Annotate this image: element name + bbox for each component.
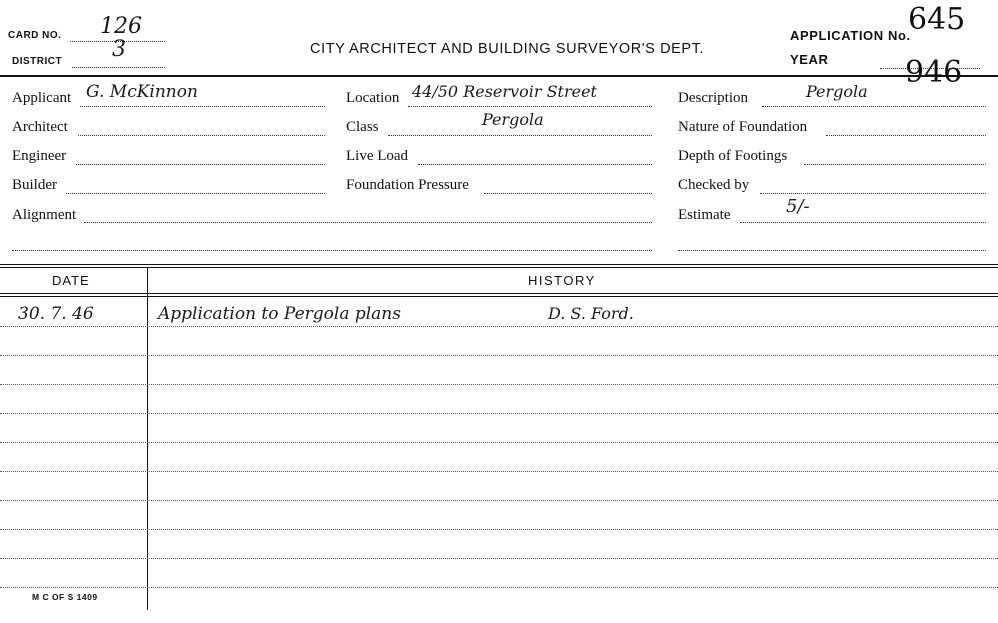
builder-label: Builder [12, 177, 57, 193]
engineer-label: Engineer [12, 148, 67, 164]
location-value: 44/50 Reservoir Street [412, 82, 597, 101]
architect-label: Architect [12, 119, 68, 135]
history-header-divider [0, 293, 998, 294]
description-value: Pergola [806, 82, 868, 101]
description-line [762, 106, 986, 107]
applicant-line [80, 106, 325, 107]
history-top-border [0, 264, 998, 265]
history-rule [0, 442, 998, 443]
class-line [388, 135, 652, 136]
alignment-line [84, 222, 652, 223]
depth-of-footings-line [804, 164, 986, 165]
applicant-value: G. McKinnon [86, 82, 198, 102]
history-rule [0, 587, 998, 588]
live-load-label: Live Load [346, 148, 409, 164]
estimate-line [740, 222, 986, 223]
description-label: Description [678, 90, 748, 106]
history-rule [0, 529, 998, 530]
date-column-header: DATE [52, 273, 90, 288]
estimate-value: 5/- [786, 196, 810, 217]
district-line [72, 67, 165, 68]
live-load-line [418, 164, 652, 165]
engineer-line [76, 164, 325, 165]
history-rule [0, 413, 998, 414]
foundation-pressure-label: Foundation Pressure [346, 177, 469, 193]
district-label: DISTRICT [12, 56, 63, 67]
history-top-border-double [0, 267, 998, 268]
foundation-pressure-line [484, 193, 652, 194]
application-label: APPLICATION No. [790, 28, 911, 43]
history-row-1-entry: Application to Pergola plans [158, 304, 401, 324]
history-rule [0, 558, 998, 559]
district-value: 3 [112, 37, 126, 62]
history-row-1-date: 30. 7. 46 [18, 304, 94, 324]
history-rule [0, 500, 998, 501]
class-value: Pergola [482, 110, 544, 129]
card-no-value: 126 [100, 14, 142, 39]
form-code: M C OF S 1409 [32, 592, 98, 602]
nature-of-foundation-line [826, 135, 986, 136]
architect-line [78, 135, 325, 136]
location-line [408, 106, 652, 107]
class-label: Class [346, 119, 379, 135]
location-label: Location [346, 90, 400, 106]
depth-of-footings-label: Depth of Footings [678, 148, 788, 164]
checked-by-label: Checked by [678, 177, 750, 193]
history-row-1-signature: D. S. Ford. [548, 304, 634, 323]
extra-line-left [12, 250, 652, 251]
builder-line [66, 193, 325, 194]
history-rule [0, 326, 998, 327]
header-divider [0, 75, 998, 77]
history-rule [0, 355, 998, 356]
nature-of-foundation-label: Nature of Foundation [678, 119, 808, 135]
history-rule [0, 384, 998, 385]
estimate-label: Estimate [678, 207, 731, 223]
extra-line-right [678, 250, 986, 251]
history-column-header: HISTORY [528, 273, 596, 288]
year-label: YEAR [790, 52, 829, 67]
application-number: 645 [908, 2, 966, 37]
department-title: CITY ARCHITECT AND BUILDING SURVEYOR'S DEPT. [310, 41, 705, 57]
year-value: 946 [905, 55, 963, 90]
alignment-label: Alignment [12, 207, 77, 223]
history-header-divider-double [0, 296, 998, 297]
card-no-label: CARD NO. [8, 30, 62, 41]
applicant-label: Applicant [12, 90, 72, 106]
history-rule [0, 471, 998, 472]
checked-by-line [760, 193, 986, 194]
